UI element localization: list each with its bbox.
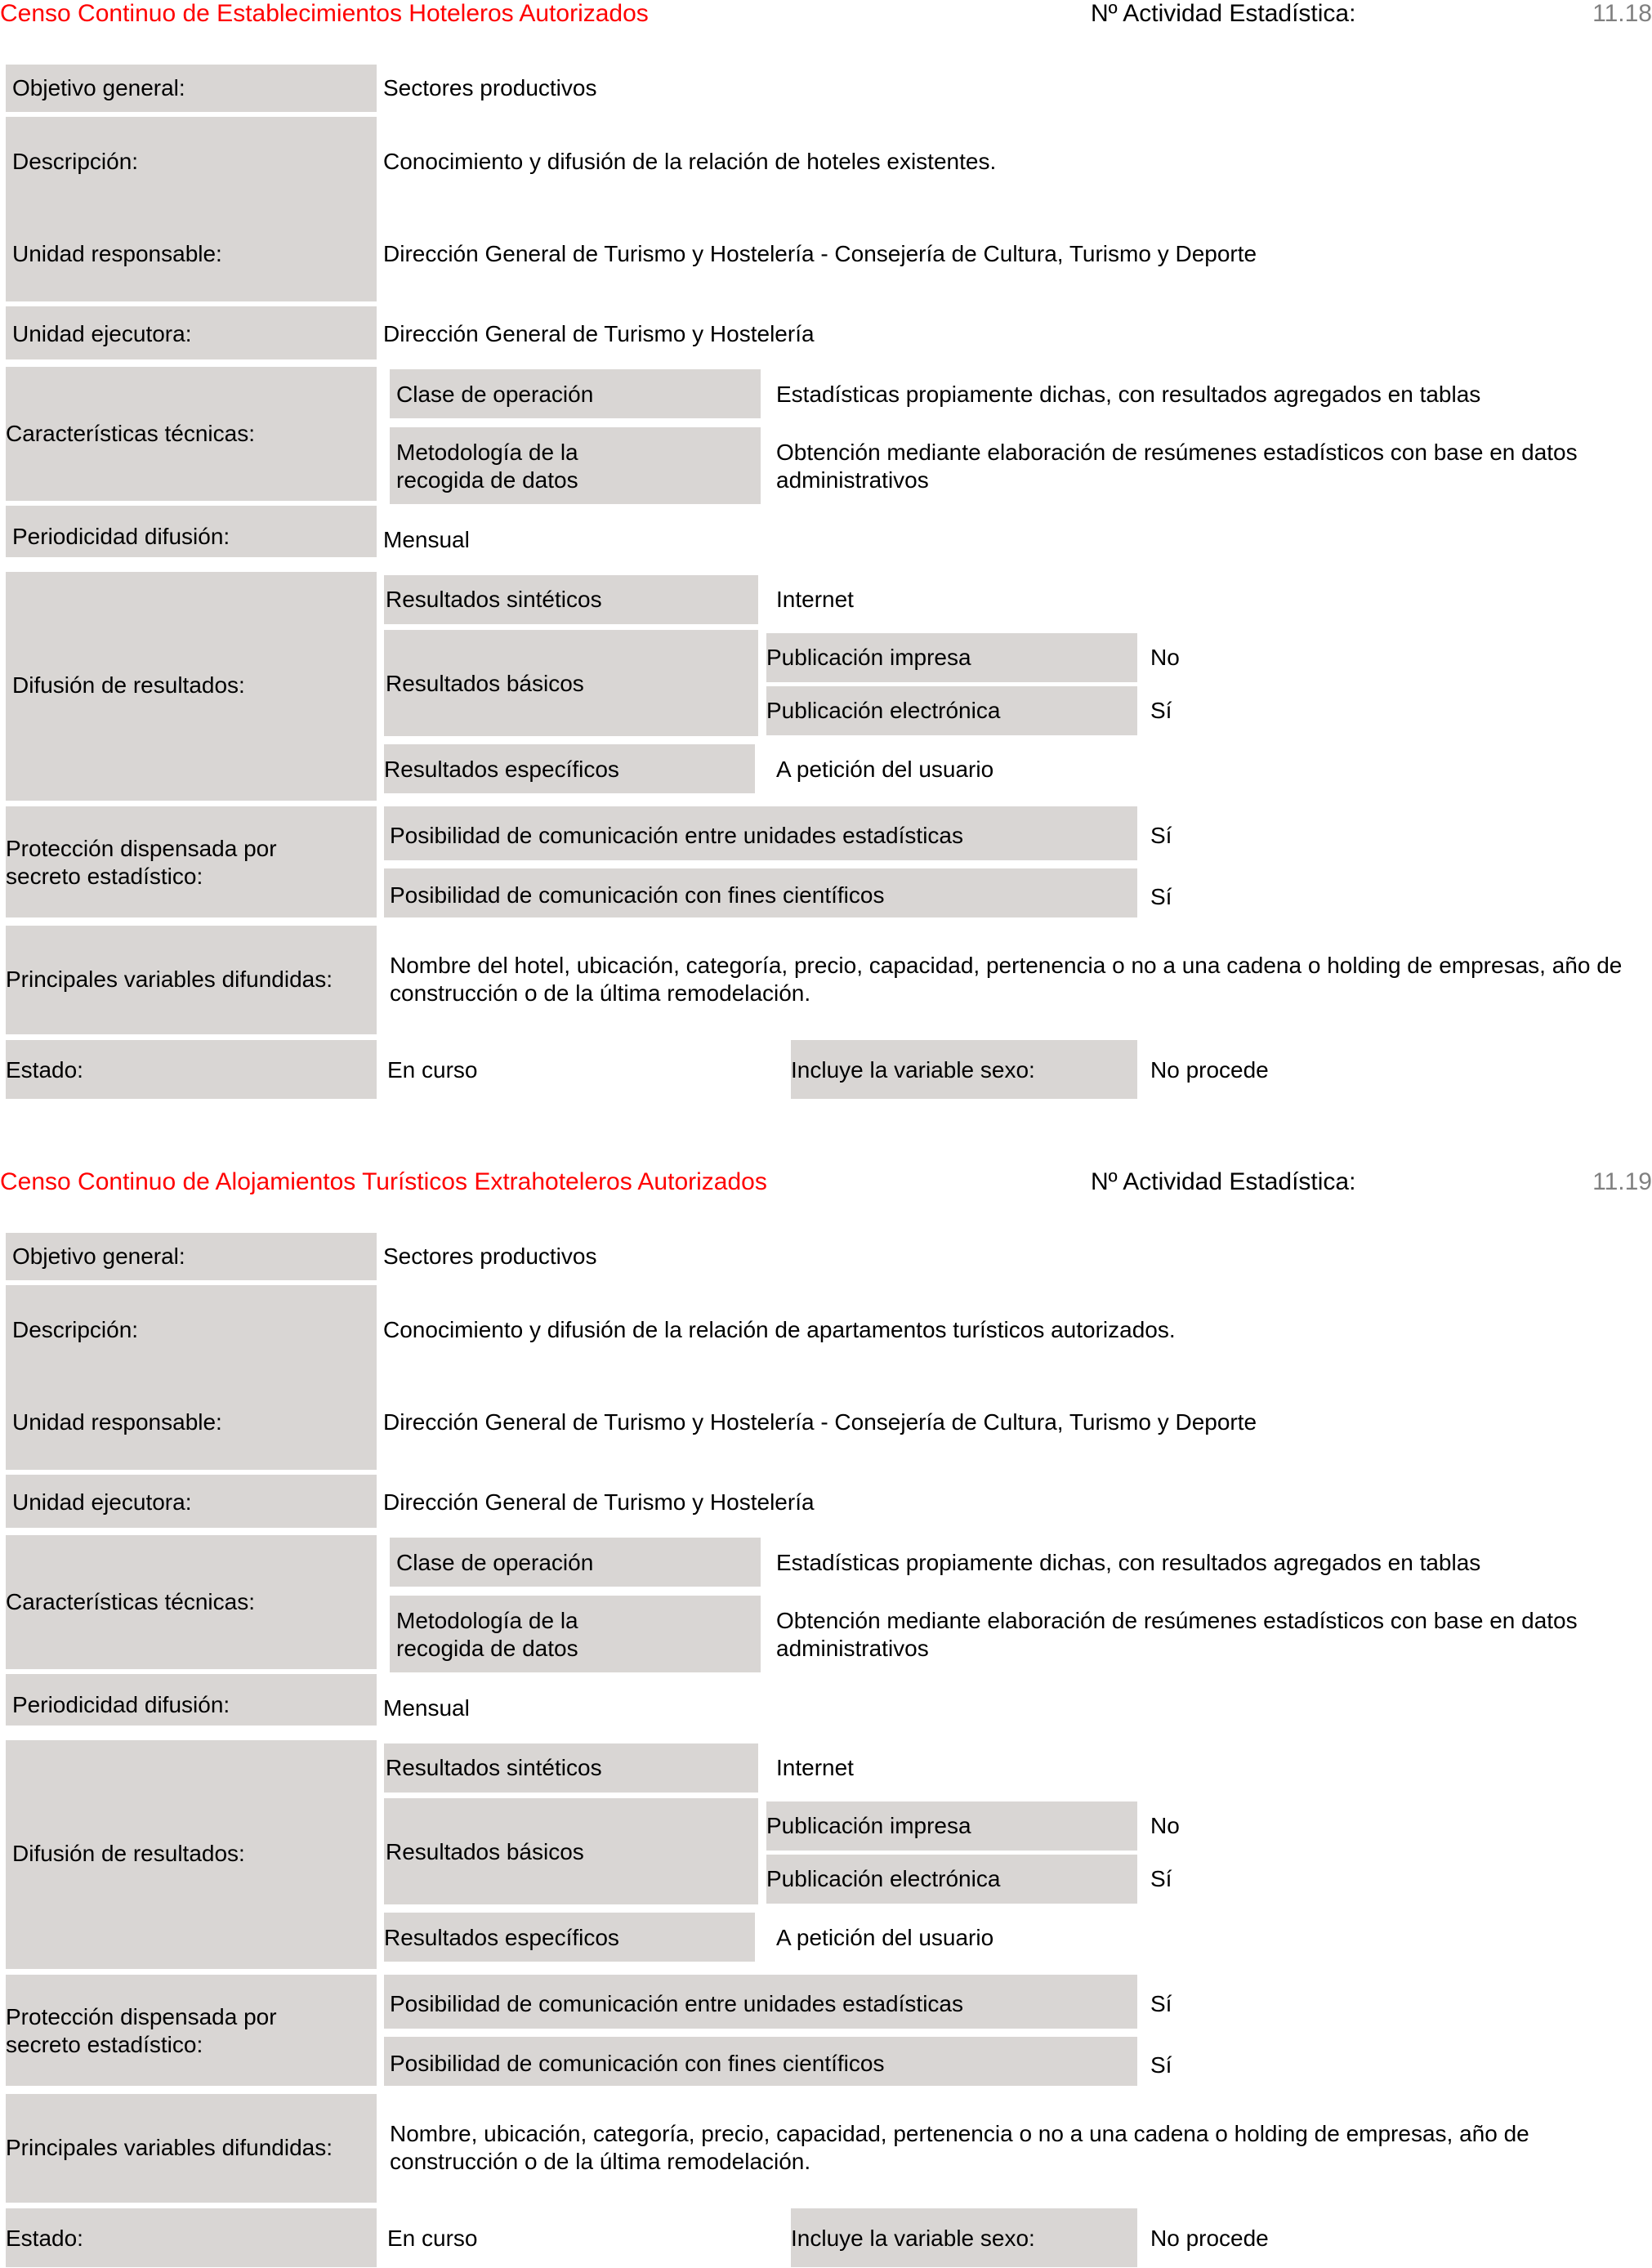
metodologia-label: Metodología de la recogida de datos (396, 440, 578, 493)
caracteristicas-label: Características técnicas: (6, 1589, 255, 1614)
periodicidad-value: Mensual (383, 1695, 470, 1721)
difusion-label: Difusión de resultados: (12, 1841, 245, 1866)
unidad-responsable-value: Dirección General de Turismo y Hostelería - Consejería de Cultura, Turismo y Deporte (383, 1409, 1257, 1435)
proteccion-label: Protección dispensada por secreto estadístico: (6, 2004, 277, 2057)
clase-operacion-label: Clase de operación (396, 1550, 594, 1575)
res-sinteticos-label: Resultados sintéticos (386, 1755, 602, 1780)
descripcion-label-cell (6, 1285, 377, 1470)
pub-impresa-label: Publicación impresa (766, 645, 971, 670)
metodologia-value: Obtención mediante elaboración de resúmenes estadísticos con base en datos administrativos (776, 440, 1578, 493)
pub-impresa-label: Publicación impresa (766, 1813, 971, 1838)
res-sinteticos-value: Internet (776, 587, 854, 612)
com-cientificos-label: Posibilidad de comunicación con fines científicos (390, 882, 885, 908)
com-unidades-label: Posibilidad de comunicación entre unidades estadísticas (390, 1991, 963, 2016)
res-especificos-value: A petición del usuario (776, 757, 994, 782)
activity-number-label: Nº Actividad Estadística: (1091, 0, 1356, 27)
res-especificos-value: A petición del usuario (776, 1925, 994, 1950)
res-basicos-label: Resultados básicos (386, 1839, 584, 1864)
res-sinteticos-label: Resultados sintéticos (386, 587, 602, 612)
activity-number-value: 11.18 (1592, 0, 1652, 27)
variables-value: Nombre del hotel, ubicación, categoría, precio, capacidad, pertenencia o no a una cadena o holding de empresas, año de construcción o de la última remodelación. (390, 953, 1623, 1006)
variables-value: Nombre, ubicación, categoría, precio, capacidad, pertenencia o no a una cadena o holding de empresas, año de construcción o de la última remodelación. (390, 2121, 1529, 2174)
pub-impresa-value: No (1150, 1813, 1180, 1838)
clase-operacion-label: Clase de operación (396, 382, 594, 407)
objetivo-value: Sectores productivos (383, 75, 597, 100)
pub-electronica-value: Sí (1150, 698, 1172, 723)
proteccion-label: Protección dispensada por secreto estadístico: (6, 836, 277, 889)
sexo-value: No procede (1150, 2226, 1269, 2251)
com-cientificos-value: Sí (1150, 884, 1172, 909)
com-cientificos-label: Posibilidad de comunicación con fines científicos (390, 2051, 885, 2076)
estado-value: En curso (387, 2226, 478, 2251)
res-basicos-label: Resultados básicos (386, 671, 584, 696)
unidad-ejecutora-value: Dirección General de Turismo y Hostelería (383, 1489, 815, 1515)
unidad-responsable-label: Unidad responsable: (12, 1409, 222, 1435)
estado-label: Estado: (6, 2226, 83, 2251)
variables-label: Principales variables difundidas: (6, 967, 333, 992)
unidad-responsable-value: Dirección General de Turismo y Hostelería - Consejería de Cultura, Turismo y Deporte (383, 241, 1257, 266)
pub-electronica-label: Publicación electrónica (766, 1866, 1001, 1891)
descripcion-value: Conocimiento y difusión de la relación de hoteles existentes. (383, 149, 997, 174)
res-especificos-label: Resultados específicos (384, 1925, 619, 1950)
objetivo-value: Sectores productivos (383, 1243, 597, 1269)
descripcion-label-cell (6, 117, 377, 301)
pub-impresa-value: No (1150, 645, 1180, 670)
caracteristicas-label: Características técnicas: (6, 421, 255, 446)
clase-operacion-value: Estadísticas propiamente dichas, con resultados agregados en tablas (776, 1550, 1481, 1575)
unidad-ejecutora-label: Unidad ejecutora: (12, 1489, 192, 1515)
sexo-value: No procede (1150, 1057, 1269, 1083)
periodicidad-label: Periodicidad difusión: (12, 1692, 230, 1717)
unidad-ejecutora-value: Dirección General de Turismo y Hostelería (383, 321, 815, 346)
res-especificos-label: Resultados específicos (384, 757, 619, 782)
clase-operacion-value: Estadísticas propiamente dichas, con resultados agregados en tablas (776, 382, 1481, 407)
descripcion-label: Descripción: (12, 149, 139, 174)
pub-electronica-label: Publicación electrónica (766, 698, 1001, 723)
metodologia-label: Metodología de la recogida de datos (396, 1608, 578, 1661)
activity-number-label: Nº Actividad Estadística: (1091, 1168, 1356, 1195)
section-title: Censo Continuo de Alojamientos Turísticos Extrahoteleros Autorizados (0, 1168, 767, 1195)
pub-electronica-value: Sí (1150, 1866, 1172, 1891)
com-unidades-label: Posibilidad de comunicación entre unidades estadísticas (390, 823, 963, 848)
estado-value: En curso (387, 1057, 478, 1083)
activity-number-value: 11.19 (1592, 1168, 1652, 1195)
metodologia-value: Obtención mediante elaboración de resúmenes estadísticos con base en datos administrativos (776, 1608, 1578, 1661)
estado-label: Estado: (6, 1057, 83, 1083)
periodicidad-value: Mensual (383, 527, 470, 552)
unidad-ejecutora-label: Unidad ejecutora: (12, 321, 192, 346)
statistic-section-11-19 (0, 1168, 1652, 2267)
res-sinteticos-value: Internet (776, 1755, 854, 1780)
com-cientificos-value: Sí (1150, 2052, 1172, 2078)
sexo-label: Incluye la variable sexo: (791, 2226, 1035, 2251)
unidad-responsable-label: Unidad responsable: (12, 241, 222, 266)
objetivo-label: Objetivo general: (12, 1243, 185, 1269)
objetivo-label: Objetivo general: (12, 75, 185, 100)
descripcion-label: Descripción: (12, 1317, 139, 1342)
section-title: Censo Continuo de Establecimientos Hoteleros Autorizados (0, 0, 649, 27)
periodicidad-label: Periodicidad difusión: (12, 524, 230, 549)
com-unidades-value: Sí (1150, 823, 1172, 848)
difusion-label: Difusión de resultados: (12, 672, 245, 698)
statistic-section-11-18 (0, 0, 1652, 1099)
descripcion-value: Conocimiento y difusión de la relación de apartamentos turísticos autorizados. (383, 1317, 1176, 1342)
variables-label: Principales variables difundidas: (6, 2135, 333, 2160)
sexo-label: Incluye la variable sexo: (791, 1057, 1035, 1083)
com-unidades-value: Sí (1150, 1991, 1172, 2016)
